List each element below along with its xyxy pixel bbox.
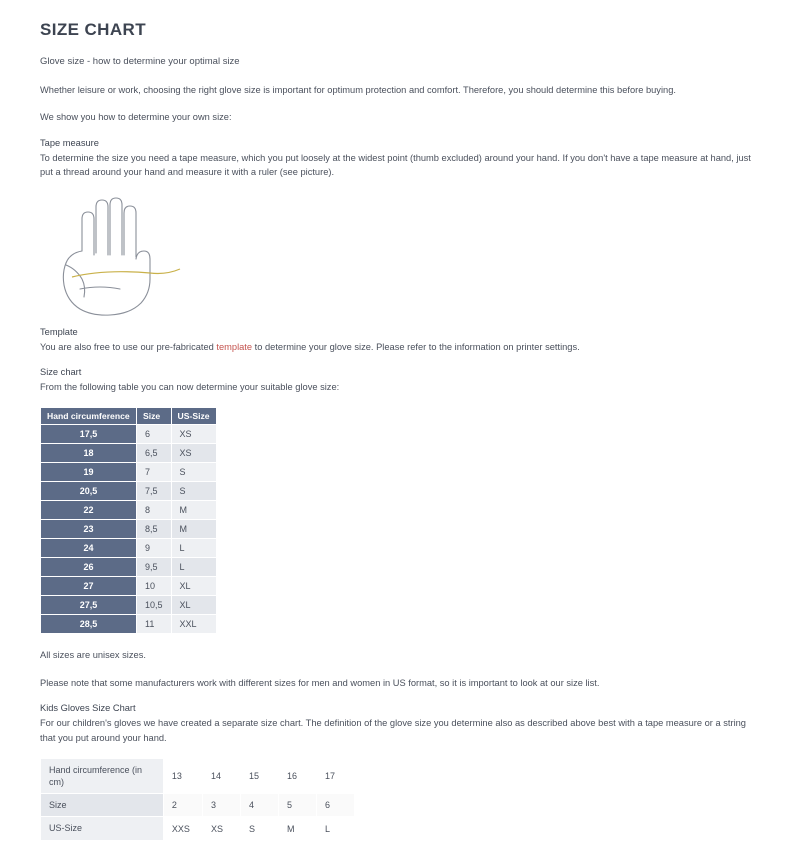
cell-circumference: 23 xyxy=(41,520,137,539)
kids-cell: XS xyxy=(203,817,241,840)
page-title: SIZE CHART xyxy=(40,20,146,39)
template-text xyxy=(40,340,760,354)
cell-circumference: 20,5 xyxy=(41,482,137,501)
table-row xyxy=(41,482,217,501)
cell-size: 7 xyxy=(137,463,172,482)
cell-size: 9 xyxy=(137,539,172,558)
size-chart-header-row xyxy=(41,408,217,425)
table-row xyxy=(41,520,217,539)
cell-us-size: S xyxy=(171,463,216,482)
cell-circumference: 28,5 xyxy=(41,615,137,634)
size-chart-table xyxy=(40,407,217,634)
template-text-after: to determine your glove size. Please refer to the information on printer settings. xyxy=(252,341,580,352)
template-heading: Template xyxy=(40,326,78,337)
kids-cell: M xyxy=(279,817,317,840)
table-row xyxy=(41,577,217,596)
kids-cell: 5 xyxy=(279,794,317,817)
cell-circumference: 24 xyxy=(41,539,137,558)
cell-us-size: L xyxy=(171,539,216,558)
template-link[interactable]: template xyxy=(216,341,253,352)
kids-heading: Kids Gloves Size Chart xyxy=(40,703,136,714)
cell-size: 6 xyxy=(137,425,172,444)
kids-cell: 16 xyxy=(279,759,317,794)
table-row xyxy=(41,444,217,463)
kids-cell: 4 xyxy=(241,794,279,817)
cell-size: 6,5 xyxy=(137,444,172,463)
table-row xyxy=(41,759,355,794)
kids-row-label: US-Size xyxy=(41,817,164,840)
column-header-size: Size xyxy=(137,408,172,425)
cell-us-size: M xyxy=(171,520,216,539)
template-text-before: You are also free to use our pre-fabricated xyxy=(40,341,217,352)
table-row xyxy=(41,425,217,444)
table-row xyxy=(41,596,217,615)
kids-size-chart-table xyxy=(40,758,355,841)
table-row xyxy=(41,501,217,520)
cell-size: 7,5 xyxy=(137,482,172,501)
cell-us-size: M xyxy=(171,501,216,520)
cell-us-size: XS xyxy=(171,425,216,444)
size-chart-intro: From the following table you can now determine your suitable glove size: xyxy=(40,382,340,393)
cell-size: 10 xyxy=(137,577,172,596)
kids-cell: 3 xyxy=(203,794,241,817)
cell-us-size: XXL xyxy=(171,615,216,634)
note-manufacturers: Please note that some manufacturers work with different sizes for men and women in US format, so it is important to look at our size list. xyxy=(40,677,600,688)
kids-cell: 17 xyxy=(316,759,354,794)
cell-size: 10,5 xyxy=(137,596,172,615)
kids-cell: 2 xyxy=(163,794,202,817)
kids-cell: 14 xyxy=(203,759,241,794)
cell-size: 9,5 xyxy=(137,558,172,577)
table-row xyxy=(41,615,217,634)
table-row xyxy=(41,558,217,577)
cell-circumference: 26 xyxy=(41,558,137,577)
cell-circumference: 18 xyxy=(41,444,137,463)
hand-illustration xyxy=(40,193,760,313)
kids-cell: 6 xyxy=(316,794,354,817)
cell-size: 11 xyxy=(137,615,172,634)
cell-circumference: 17,5 xyxy=(41,425,137,444)
kids-cell: L xyxy=(316,817,354,840)
kids-cell: 13 xyxy=(163,759,202,794)
kids-cell: S xyxy=(241,817,279,840)
cell-us-size: XL xyxy=(171,577,216,596)
intro-lead: Glove size - how to determine your optimal size xyxy=(40,56,240,67)
note-unisex: All sizes are unisex sizes. xyxy=(40,650,146,661)
cell-size: 8,5 xyxy=(137,520,172,539)
cell-us-size: XS xyxy=(171,444,216,463)
size-chart-heading: Size chart xyxy=(40,367,82,378)
kids-row-label: Size xyxy=(41,794,164,817)
cell-circumference: 27,5 xyxy=(41,596,137,615)
cell-us-size: L xyxy=(171,558,216,577)
table-row xyxy=(41,794,355,817)
kids-cell: 15 xyxy=(241,759,279,794)
cell-circumference: 19 xyxy=(41,463,137,482)
intro-paragraph-1: Whether leisure or work, choosing the right glove size is important for optimum protection and comfort. Therefore, you should determine this before buying. xyxy=(40,85,676,95)
cell-size: 8 xyxy=(137,501,172,520)
tape-measure-text: To determine the size you need a tape measure, which you put loosely at the widest point (thumb excluded) around your hand. If you don't have a tape measure at hand, just put a thread around your hand and measure it with a ruler (see picture). xyxy=(40,152,751,178)
kids-text: For our children's gloves we have created a separate size chart. The definition of the glove size you determine also as described above best with a tape measure or a string that you put around your hand. xyxy=(40,718,746,743)
cell-circumference: 27 xyxy=(41,577,137,596)
kids-cell: XXS xyxy=(163,817,202,840)
table-row xyxy=(41,539,217,558)
intro-paragraph-2: We show you how to determine your own size: xyxy=(40,112,232,123)
cell-us-size: S xyxy=(171,482,216,501)
kids-row-label: Hand circumference (in cm) xyxy=(41,759,164,794)
column-header-circumference: Hand circumference xyxy=(41,408,137,425)
column-header-us-size: US-Size xyxy=(171,408,216,425)
tape-measure-heading: Tape measure xyxy=(40,137,99,148)
cell-circumference: 22 xyxy=(41,501,137,520)
table-row xyxy=(41,463,217,482)
table-row xyxy=(41,817,355,840)
cell-us-size: XL xyxy=(171,596,216,615)
